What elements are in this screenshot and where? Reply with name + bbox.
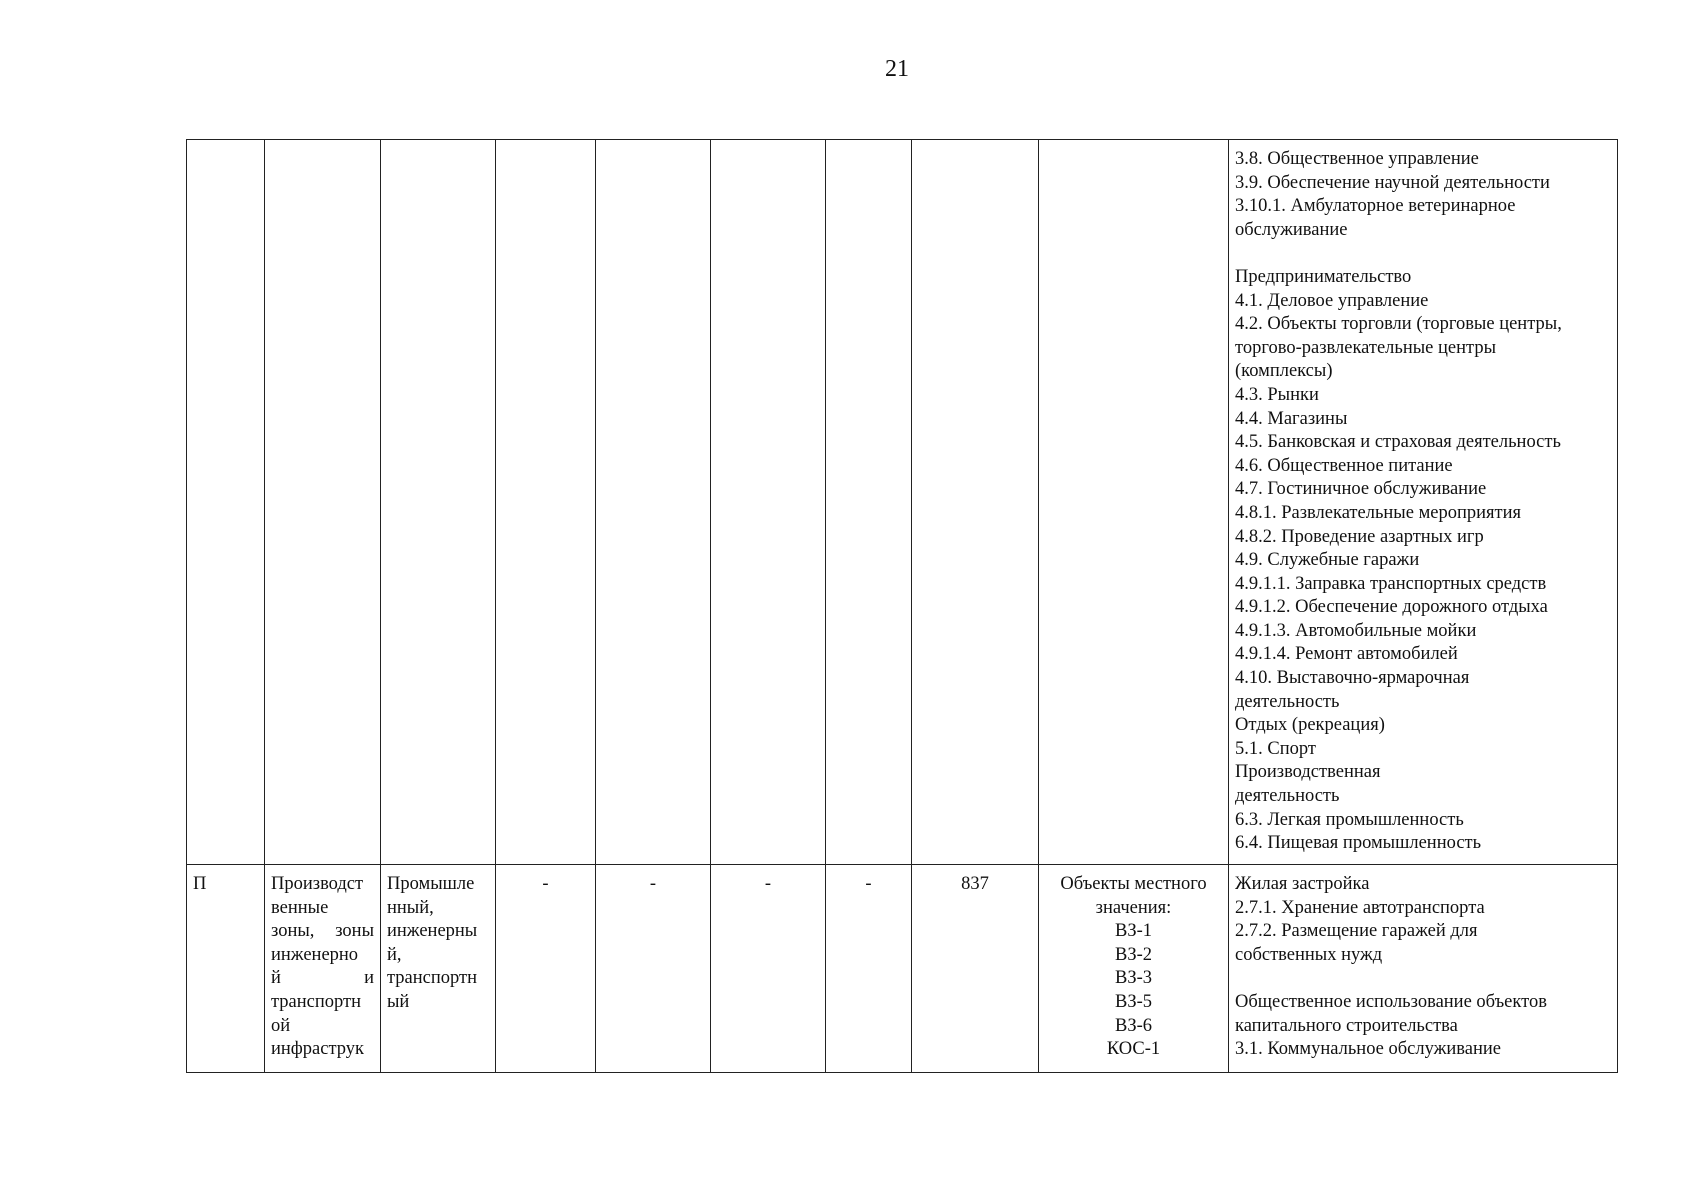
use-line: 2.7.2. Размещение гаражей для — [1235, 921, 1478, 942]
table-cell — [596, 140, 711, 865]
use-line: 4.9.1.2. Обеспечение дорожного отдыха — [1235, 597, 1548, 618]
use-line: 4.1. Деловое управление — [1235, 290, 1429, 311]
table-cell — [826, 140, 912, 865]
use-line: Предпринимательство — [1235, 266, 1412, 287]
table-cell — [265, 140, 381, 865]
use-line: 4.6. Общественное питание — [1235, 455, 1453, 476]
use-line: Отдых (рекреация) — [1235, 715, 1385, 736]
use-line: деятельность — [1235, 691, 1340, 712]
table-cell — [381, 140, 496, 865]
use-line: Производственная — [1235, 762, 1381, 783]
zone-name-word: зоны — [335, 921, 374, 942]
object-line: ВЗ-5 — [1114, 991, 1153, 1012]
object-line: КОС-1 — [1106, 1039, 1161, 1060]
dash-cell: - — [826, 865, 912, 1073]
zone-code-cell: П — [187, 865, 265, 1073]
table-cell — [187, 140, 265, 865]
table-cell — [1039, 140, 1229, 865]
zone-type-line: ый — [387, 991, 410, 1012]
use-line: 3.9. Обеспечение научной деятельности — [1235, 172, 1550, 193]
zone-name-line: инженерно — [271, 944, 359, 965]
zone-name-word: и — [364, 968, 374, 989]
local-objects-cell — [1039, 865, 1229, 1073]
use-line: торгово-развлекательные центры — [1235, 337, 1497, 358]
table-cell — [496, 140, 596, 865]
use-line: 4.9. Служебные гаражи — [1235, 550, 1420, 571]
zoning-table — [186, 139, 1618, 1073]
value-cell: 837 — [912, 865, 1039, 1073]
use-line: 4.3. Рынки — [1235, 384, 1319, 405]
use-line: 4.8.1. Развлекательные мероприятия — [1235, 502, 1522, 523]
dash-cell: - — [711, 865, 826, 1073]
use-line: 4.4. Магазины — [1235, 408, 1348, 429]
table-cell — [912, 140, 1039, 865]
zone-name-line: транспортн — [271, 991, 362, 1012]
use-line: 3.8. Общественное управление — [1235, 149, 1479, 169]
zone-name-line — [271, 920, 374, 944]
object-line: Объекты местного — [1060, 874, 1207, 894]
zone-name-line: инфраструк — [271, 1039, 365, 1060]
use-line: 4.5. Банковская и страховая деятельность — [1235, 432, 1561, 453]
zone-name-cell — [265, 865, 381, 1073]
use-line: Общественное использование объектов — [1235, 991, 1547, 1012]
dash-cell: - — [496, 865, 596, 1073]
zone-name-word: й — [271, 968, 281, 989]
use-line: 5.1. Спорт — [1235, 738, 1316, 759]
object-line: ВЗ-2 — [1114, 944, 1153, 965]
table-cell — [711, 140, 826, 865]
use-line: деятельность — [1235, 786, 1340, 807]
zone-name-line: венные — [271, 897, 329, 918]
use-line: 3.1. Коммунальное обслуживание — [1235, 1039, 1502, 1060]
zone-name-word: зоны, — [271, 921, 315, 942]
permitted-uses-cell — [1229, 140, 1618, 865]
use-line: 3.10.1. Амбулаторное ветеринарное — [1235, 196, 1516, 217]
permitted-uses-cell — [1229, 865, 1618, 1073]
zone-type-cell — [381, 865, 496, 1073]
zone-type-line: й, — [387, 944, 402, 965]
dash-cell: - — [596, 865, 711, 1073]
zone-type-line: инженерны — [387, 921, 478, 942]
use-line: 4.2. Объекты торговли (торговые центры, — [1235, 314, 1562, 335]
use-line: (комплексы) — [1235, 361, 1333, 382]
use-line: собственных нужд — [1235, 944, 1383, 965]
zone-name-line: ой — [271, 1015, 291, 1036]
use-line: 4.9.1.4. Ремонт автомобилей — [1235, 644, 1458, 665]
blank-line — [1235, 967, 1611, 991]
use-line: 2.7.1. Хранение автотранспорта — [1235, 897, 1485, 918]
zone-name-line: Производст — [271, 874, 364, 894]
use-line: 4.10. Выставочно-ярмарочная — [1235, 668, 1470, 689]
use-line: 4.9.1.3. Автомобильные мойки — [1235, 620, 1477, 641]
use-line: 4.8.2. Проведение азартных игр — [1235, 526, 1484, 547]
use-line: 6.3. Легкая промышленность — [1235, 809, 1464, 830]
use-line: Жилая застройка — [1235, 874, 1370, 894]
table-row — [187, 865, 1618, 1073]
zone-name-line — [271, 967, 374, 991]
object-line: ВЗ-3 — [1114, 968, 1153, 989]
blank-line — [1235, 242, 1611, 266]
object-line: ВЗ-6 — [1114, 1015, 1153, 1036]
use-line: обслуживание — [1235, 219, 1348, 240]
use-line: 4.9.1.1. Заправка транспортных средств — [1235, 573, 1547, 594]
page-number: 21 — [885, 56, 909, 82]
table-row — [187, 140, 1618, 865]
zone-type-line: Промышле — [387, 874, 475, 894]
zone-type-line: нный, — [387, 897, 434, 918]
use-line: капитального строительства — [1235, 1015, 1458, 1036]
object-line: значения: — [1095, 897, 1172, 918]
zone-type-line: транспортн — [387, 968, 478, 989]
use-line: 6.4. Пищевая промышленность — [1235, 833, 1482, 854]
use-line: 4.7. Гостиничное обслуживание — [1235, 479, 1487, 500]
object-line: ВЗ-1 — [1114, 921, 1153, 942]
